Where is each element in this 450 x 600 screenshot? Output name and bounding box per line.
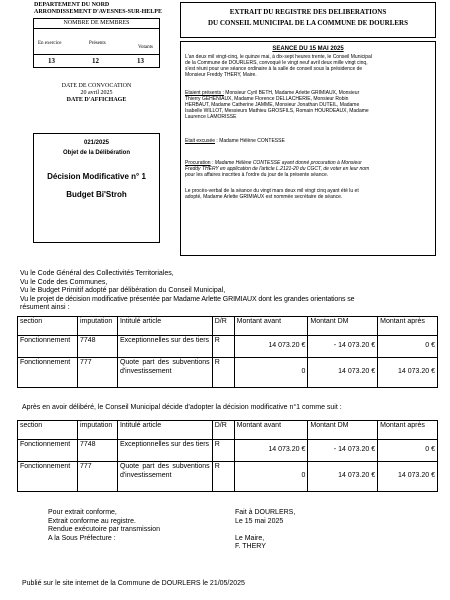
closing-left: Pour extrait conforme, Extrait conforme au registre. Rendue exécutoire par transmission A la Sous Préfecture : [48, 509, 161, 542]
val-votants: 13 [137, 57, 144, 65]
seance-date: SEANCE DU 15 MAI 2025 [272, 46, 344, 52]
publication-footer: Publié sur le site internet de la Commune de DOURLERS le 21/05/2025 [22, 580, 245, 587]
header-dr: D/R [212, 317, 234, 336]
date-convocation: 20 avril 2025 [80, 90, 113, 96]
table-row: Fonctionnement 7748 Exceptionnelles sur des tiers R 14 073.20 € - 14 073.20 € 0 € [18, 440, 438, 462]
table-row: Fonctionnement 7748 Exceptionnelles sur des tiers R 14 073.20 € - 14 073.20 € 0 € [18, 336, 438, 358]
table-header-row: section imputation Intitulé article D/R Montant avant Montant DM Montant après [18, 421, 438, 440]
department-label: DEPARTEMENT DU NORD [34, 2, 110, 8]
deliberation-number: 021/2025 [83, 140, 110, 146]
header-section: section [18, 317, 78, 336]
presents-block: Etaient présents : Monsieur Cyril BETH, Madame Arlette GRIMIAUX, Monsieur Thierry GEHENIAUX, Madame Florence DELLACHERIE, Monsieur Robin HERBAUT, Madame Catherine JAMME, Monsieur Jonathan DUTEIL, Madame Isabelle WILLOT, Messieurs Mathieu GROSFILS, Romain HOURDEAUX, Madame Laurence LAMORISSE [185, 90, 369, 120]
deliberation-subtitle: Budget Bi'Stroh [66, 190, 127, 199]
col-exercice: En exercice [38, 41, 62, 46]
register-title-line2: DU CONSEIL MUNICIPAL DE LA COMMUNE DE DOURLERS [208, 19, 408, 27]
table-row: Fonctionnement 777 Quote part des subventions d'investissement R 0 14 073.20 € 14 073.20 € [18, 358, 438, 388]
membres-box [33, 18, 160, 68]
dm-table-1 [17, 316, 438, 388]
date-convocation-label: DATE DE CONVOCATION [61, 83, 132, 89]
col-presents: Présents [89, 41, 106, 46]
membres-title: NOMBRE DE MEMBRES [34, 19, 159, 29]
body-intro: Vu le Code Général des Collectivités Territoriales, Vu le Code des Communes, Vu le Budget Primitif adopté par délibération du Conseil Municipal, Vu le projet de décision modificative présentée par Madame Arlette GRIMIAUX dont les grandes orientations se résument ainsi : [20, 270, 355, 312]
excusee-block: Etait excusée : Madame Hélène CONTESSE [185, 138, 285, 144]
arrondissement-label: ARRONDISSEMENT D'AVESNES-SUR-HELPE [34, 9, 162, 15]
seance-intro: L'an deux mil vingt-cinq, le quinze mai, à dix-sept heures trente, le Conseil Municipal de la Commune de DOURLERS, convoqué le vingt neuf avril deux mille vingt cinq, s'est réuni pour une séance ordinaire à la salle de conseil sous la présidence de Monsieur Freddy THERY, Maire. [185, 54, 372, 78]
objet-label: Objet de la Délibération [62, 150, 130, 156]
date-affichage-label: DATE D'AFFICHAGE [66, 97, 127, 103]
table-row: Fonctionnement 777 Quote part des subventions d'investissement R 0 14 073.20 € 14 073.20 € [18, 462, 438, 492]
col-votants: Votants [138, 45, 153, 50]
table-header-row [18, 317, 438, 336]
val-presents: 12 [92, 57, 99, 65]
after-vote-text: Après en avoir délibéré, le Conseil Municipal décide d'adopter la décision modificative n°1 comme suit : [22, 404, 342, 411]
pv-block: Le procès-verbal de la séance du vingt mars deux mil vingt cinq ayant été lu et adopté, Madame Arlette GRIMIAUX est nommée secrétaire de séance. [185, 188, 359, 200]
dm-table-2 [17, 420, 438, 492]
header-montant-dm: Montant DM [308, 317, 378, 336]
val-exercice: 13 [48, 57, 55, 65]
closing-right: Fait à DOURLERS, Le 15 mai 2025 Le Maire, F. THERY [235, 509, 296, 551]
register-title-line1: EXTRAIT DU REGISTRE DES DELIBERATIONS [229, 8, 387, 16]
seance-box [180, 41, 436, 256]
deliberation-box [33, 133, 160, 243]
deliberation-title: Décision Modificative n° 1 [47, 172, 146, 181]
register-title-box [180, 2, 436, 38]
header-montant-apres: Montant après [378, 317, 438, 336]
presents-label: Etaient présents : [185, 90, 224, 96]
header-intitule: Intitulé article [117, 317, 212, 336]
header-montant-avant: Montant avant [234, 317, 308, 336]
procuration-label: Procuration [185, 160, 211, 166]
excusee-label: Etait excusée [185, 138, 216, 144]
header-imputation: imputation [77, 317, 117, 336]
procuration-block: Procuration : Madame Hélène CONTESSE ayant donné procuration à Monsieur Freddy THERY en application de l'article L.2121-20 du CGCT, de voter en leur nom pour les affaires inscrites à l'ordre du jour de la présente séance. [185, 160, 370, 178]
